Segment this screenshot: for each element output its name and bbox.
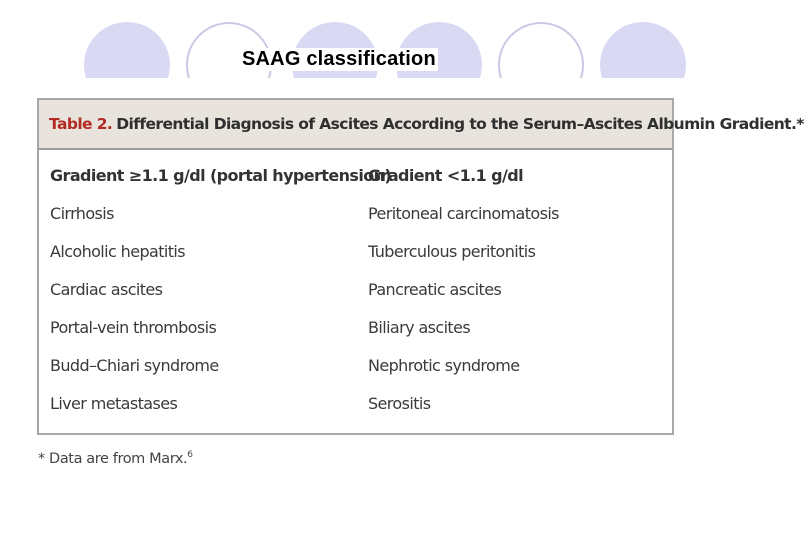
table-cell: Biliary ascites xyxy=(368,318,471,337)
table-cell: Budd–Chiari syndrome xyxy=(50,356,219,375)
differential-diagnosis-table xyxy=(37,98,804,435)
table-body xyxy=(39,150,672,430)
table-cell: Alcoholic hepatitis xyxy=(50,242,185,261)
column-header: Gradient <1.1 g/dl xyxy=(368,166,523,185)
table-caption xyxy=(39,100,804,150)
table-cell: Cardiac ascites xyxy=(50,280,163,299)
table-cell: Nephrotic syndrome xyxy=(368,356,520,375)
table-cell: Tuberculous peritonitis xyxy=(368,242,536,261)
table-cell: Serositis xyxy=(368,394,431,413)
table-cell: Portal-vein thrombosis xyxy=(50,318,217,337)
table-title: Differential Diagnosis of Ascites According to the Serum–Ascites Albumin Gradient.* xyxy=(116,115,804,133)
table-cell: Liver metastases xyxy=(50,394,178,413)
table-footnote xyxy=(38,450,193,467)
column-header: Gradient ≥1.1 g/dl (portal hypertension) xyxy=(50,166,392,185)
column-portal-hypertension xyxy=(50,164,391,430)
table-label: Table 2. xyxy=(49,115,113,133)
footnote-reference: 6 xyxy=(187,450,193,460)
table-cell: Pancreatic ascites xyxy=(368,280,502,299)
column-low-gradient xyxy=(368,164,559,430)
footnote-text: * Data are from Marx. xyxy=(38,451,188,467)
table-cell: Peritoneal carcinomatosis xyxy=(368,204,559,223)
table-cell: Cirrhosis xyxy=(50,204,114,223)
slide-title: SAAG classification xyxy=(242,48,436,70)
